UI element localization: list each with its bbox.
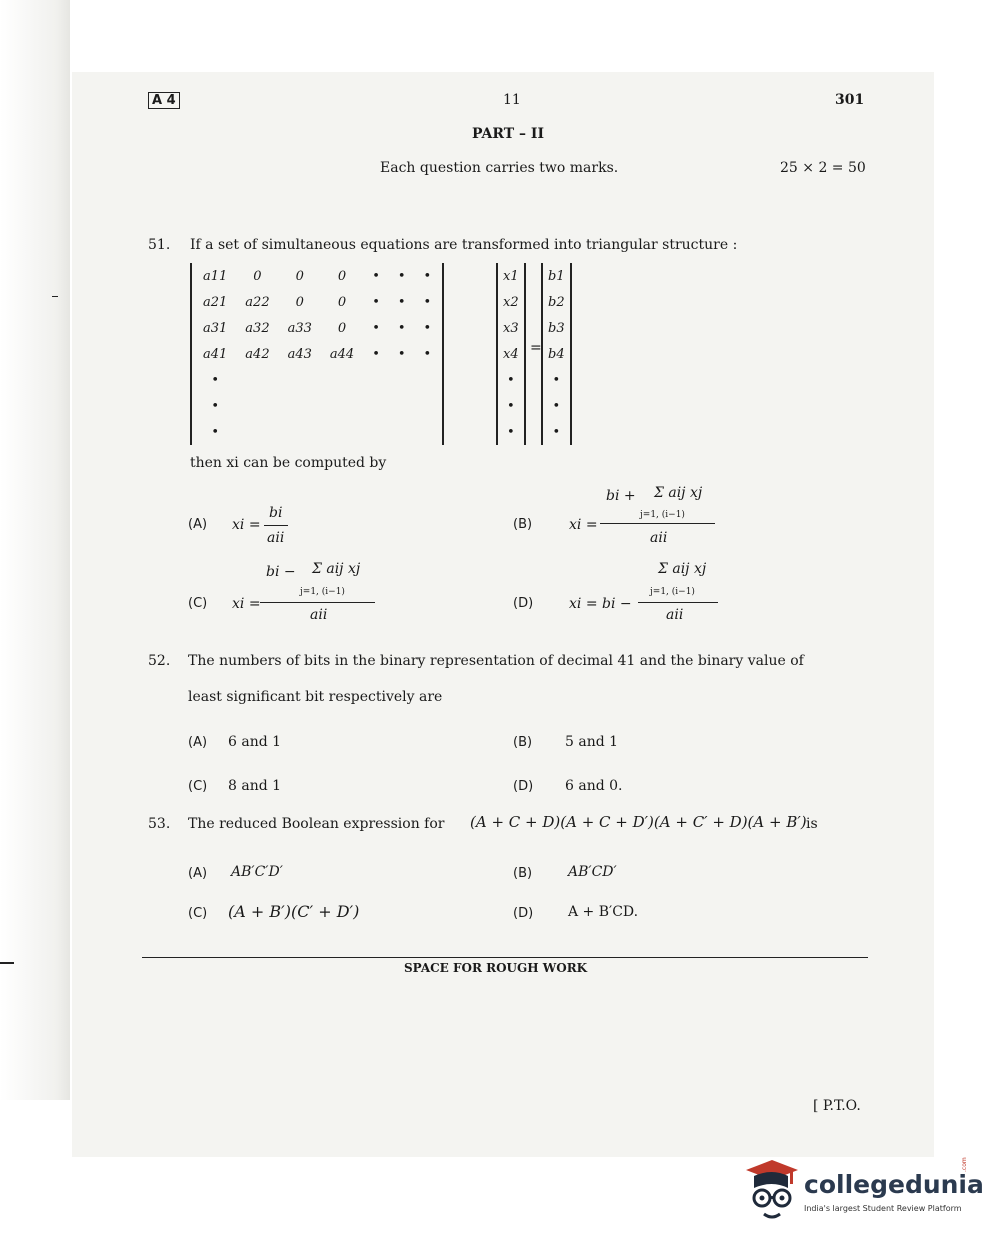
exam-page — [72, 72, 934, 1157]
b-vector-table — [546, 263, 567, 445]
paper-code: 301 — [835, 92, 865, 108]
logo-wordmark: collegedunia — [804, 1170, 984, 1199]
q51-number: 51. — [148, 237, 171, 253]
q53-option-c: (A + B′)(C′ + D′) — [228, 902, 360, 921]
matrix-cell: • — [211, 424, 219, 440]
q52-option-c: 8 and 1 — [228, 778, 282, 794]
matrix-cell — [415, 367, 441, 393]
matrix-cell: a43 — [287, 346, 312, 362]
matrix-cell — [236, 393, 278, 419]
matrix-cell: 0 — [295, 294, 304, 310]
q51-option-c-limits: j=1, (i−1) — [300, 587, 345, 597]
b-vector-cell: b4 — [548, 346, 565, 362]
x-vector-cell: • — [506, 398, 515, 414]
q51-option-b-numerator: bi + — [606, 488, 636, 504]
x-vector-cell: x2 — [503, 294, 519, 310]
q53-expression: (A + C + D)(A + C + D′)(A + C′ + D)(A + B′) — [470, 813, 807, 831]
matrix-cell — [279, 393, 321, 419]
b-vector — [541, 263, 572, 445]
q51-option-b-denominator: aii — [650, 530, 668, 546]
q51-text: If a set of simultaneous equations are transformed into triangular structure : — [190, 237, 738, 253]
q51-option-a-numerator: bi — [269, 505, 283, 521]
page-number: 11 — [503, 92, 521, 108]
coefficient-matrix — [190, 263, 444, 445]
matrix-cell: • — [372, 320, 380, 336]
matrix-cell: • — [423, 294, 432, 310]
q52-option-a-label: (A) — [188, 735, 208, 750]
q53-option-a-label: (A) — [188, 866, 208, 881]
matrix-cell: a33 — [287, 320, 312, 336]
matrix-cell: • — [397, 320, 406, 336]
matrix-cell — [236, 419, 278, 445]
q52-option-c-label: (C) — [188, 779, 208, 794]
matrix-cell — [321, 393, 363, 419]
q53-option-b: AB′CD′ — [568, 864, 617, 880]
matrix-cell: • — [211, 398, 219, 414]
matrix-cell — [363, 367, 389, 393]
q51-option-d-denominator: aii — [666, 607, 684, 623]
q51-option-b-lhs: xi = — [569, 517, 598, 533]
matrix-cell — [279, 419, 321, 445]
matrix-cell: • — [372, 346, 380, 362]
q51-option-a-lhs: xi = — [232, 517, 261, 533]
matrix-cell — [363, 419, 389, 445]
b-vector-cell: • — [552, 424, 561, 440]
matrix-row — [194, 367, 440, 393]
matrix-cell — [415, 419, 441, 445]
x-vector-cell: x1 — [503, 268, 519, 284]
matrix-cell: a21 — [203, 294, 228, 310]
q52-text-line1: The numbers of bits in the binary representation of decimal 41 and the binary value of — [188, 653, 804, 669]
q52-option-b-label: (B) — [513, 735, 533, 750]
q51-option-d-fraction-bar — [638, 602, 718, 603]
matrix-cell: a44 — [329, 346, 355, 362]
matrix-cell — [321, 419, 363, 445]
b-vector-cell: b1 — [548, 268, 565, 284]
matrix-cell: a31 — [203, 320, 228, 336]
q51-option-b-fraction-bar — [600, 523, 715, 524]
q51-option-a-label: (A) — [188, 517, 208, 532]
matrix-cell: • — [372, 294, 380, 310]
matrix-cell: 0 — [337, 268, 347, 284]
matrix-cell: a41 — [203, 346, 228, 362]
matrix-row — [194, 393, 440, 419]
matrix-cell: • — [397, 346, 406, 362]
matrix-cell — [389, 367, 415, 393]
q53-option-d-label: (D) — [513, 906, 534, 921]
matrix-cell: 0 — [253, 268, 262, 284]
q53-number: 53. — [148, 816, 171, 832]
x-vector-cell: x4 — [503, 346, 519, 362]
x-vector-table — [501, 263, 521, 445]
b-vector-cell: • — [552, 372, 561, 388]
collegedunia-logo — [742, 1157, 984, 1228]
q51-option-d-limits: j=1, (i−1) — [650, 587, 695, 597]
q51-option-c-fraction-bar — [260, 602, 375, 603]
matrix-cell — [415, 393, 441, 419]
matrix-a-table — [194, 263, 440, 445]
matrix-cell: • — [397, 294, 406, 310]
matrix-cell — [363, 393, 389, 419]
matrix-cell: a32 — [245, 320, 270, 336]
q53-option-c-label: (C) — [188, 906, 208, 921]
x-vector — [496, 263, 526, 445]
matrix-row — [194, 315, 440, 341]
matrix-cell: 0 — [295, 268, 304, 284]
q51-option-b-sum: Σ aij xj — [654, 485, 703, 501]
q52-option-d: 6 and 0. — [565, 778, 623, 794]
matrix-cell: 0 — [337, 294, 347, 310]
x-vector-cell: • — [506, 372, 515, 388]
page-edge-mark-left — [0, 962, 14, 964]
q51-option-a-denominator: aii — [267, 530, 285, 546]
pto-note: [ P.T.O. — [813, 1098, 861, 1114]
q51-option-d-lhs: xi = bi − — [569, 596, 632, 612]
matrix-cell: 0 — [337, 320, 347, 336]
q52-number: 52. — [148, 653, 171, 669]
q51-option-c-sum: Σ aij xj — [312, 561, 361, 577]
rough-work-label: SPACE FOR ROUGH WORK — [404, 961, 588, 975]
matrix-cell: a22 — [245, 294, 270, 310]
matrix-row — [194, 289, 440, 315]
q51-option-c-lhs: xi = — [232, 596, 261, 612]
q51-option-c-denominator: aii — [310, 607, 328, 623]
logo-tagline: India's largest Student Review Platform — [804, 1204, 962, 1213]
matrix-cell: a42 — [245, 346, 270, 362]
q52-option-a: 6 and 1 — [228, 734, 282, 750]
matrix-cell: • — [397, 268, 406, 284]
matrix-cell — [279, 367, 321, 393]
matrix-cell — [389, 393, 415, 419]
matrix-cell: • — [211, 372, 219, 388]
q53-text: The reduced Boolean expression for — [188, 816, 445, 832]
marks-note: Each question carries two marks. — [380, 160, 619, 176]
booklet-code: A 4 — [148, 92, 180, 109]
q52-option-d-label: (D) — [513, 779, 534, 794]
q51-option-a-fraction-bar — [264, 525, 288, 526]
b-vector-cell: • — [552, 398, 561, 414]
logo-dotcom: .com — [961, 1157, 968, 1172]
matrix-row — [194, 263, 440, 289]
q53-option-a: AB′C′D′ — [231, 864, 283, 880]
q53-option-d: A + B′CD. — [568, 904, 639, 920]
matrix-cell: a11 — [203, 268, 228, 284]
q51-option-d-label: (D) — [513, 596, 534, 611]
q51-option-c-label: (C) — [188, 596, 208, 611]
page-fold-shadow — [0, 0, 70, 1100]
matrix-equals: = — [530, 340, 542, 356]
x-vector-cell: • — [506, 424, 515, 440]
matrix-row — [194, 419, 440, 445]
q51-option-d-sum: Σ aij xj — [658, 561, 707, 577]
matrix-cell — [321, 367, 363, 393]
x-vector-cell: x3 — [503, 320, 519, 336]
q51-then: then xi can be computed by — [190, 455, 387, 471]
page-edge-mark-tick — [52, 296, 58, 297]
q52-text-line2: least significant bit respectively are — [188, 689, 443, 705]
part-title: PART – II — [472, 126, 545, 142]
matrix-cell: • — [423, 320, 432, 336]
matrix-row — [194, 341, 440, 367]
q52-option-b: 5 and 1 — [565, 734, 619, 750]
matrix-cell — [236, 367, 278, 393]
b-vector-cell: b2 — [548, 294, 565, 310]
matrix-cell: • — [423, 268, 432, 284]
q51-option-b-limits: j=1, (i−1) — [640, 510, 685, 520]
matrix-cell: • — [423, 346, 432, 362]
marks-total: 25 × 2 = 50 — [780, 160, 866, 176]
matrix-cell — [389, 419, 415, 445]
b-vector-cell: b3 — [548, 320, 565, 336]
q53-option-b-label: (B) — [513, 866, 533, 881]
rough-work-divider — [142, 957, 868, 958]
q51-option-b-label: (B) — [513, 517, 533, 532]
q51-option-c-numerator: bi − — [266, 564, 296, 580]
q53-is: is — [806, 816, 818, 832]
mascot-icon — [742, 1158, 800, 1222]
matrix-cell: • — [372, 268, 380, 284]
